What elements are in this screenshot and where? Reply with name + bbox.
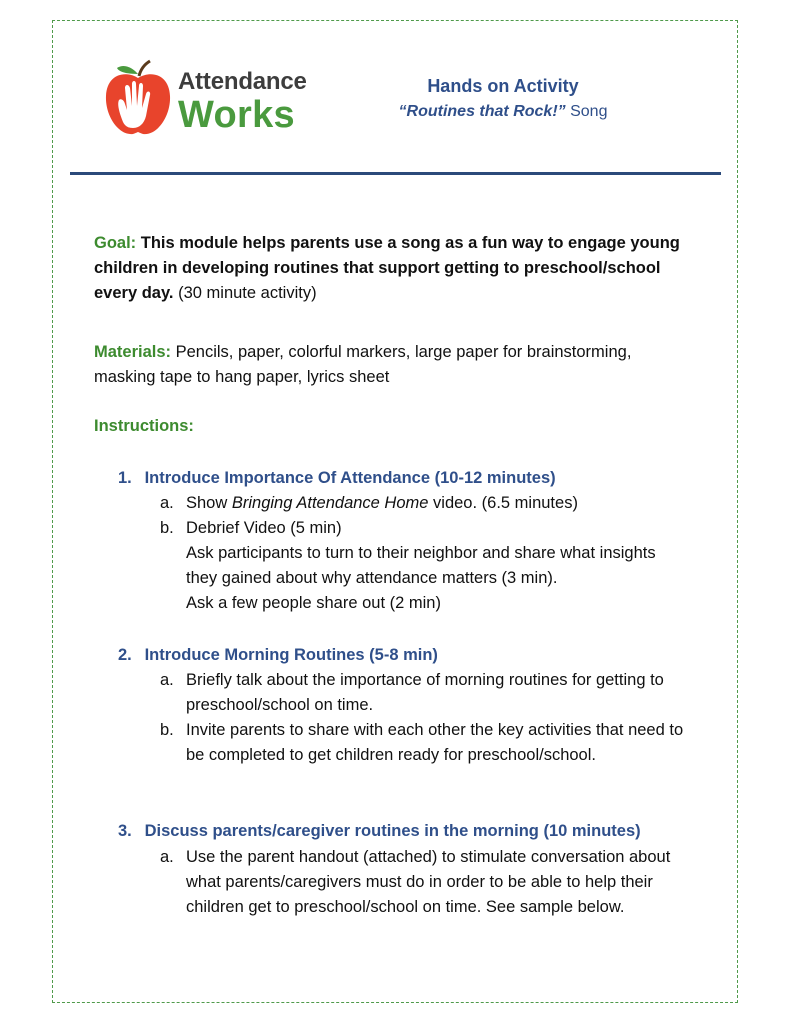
sub-text-post: video. (6.5 minutes)	[428, 494, 578, 512]
item-number: 2.	[118, 646, 132, 664]
sub-text: Invite parents to share with each other the key activities that need to be completed to get children ready for preschool/school.	[186, 721, 684, 764]
instruction-item-2-title	[118, 643, 718, 668]
sub-letter: a.	[160, 848, 174, 866]
sub-text-pre: Show	[186, 494, 232, 512]
goal-label: Goal:	[94, 234, 137, 252]
materials-label: Materials:	[94, 343, 172, 361]
video-title: Bringing Attendance Home	[231, 494, 429, 512]
sub-letter: a.	[160, 494, 174, 512]
instruction-2a	[160, 668, 690, 718]
apple-hand-icon	[103, 56, 173, 140]
subtitle-rest: Song	[565, 103, 608, 120]
page-subtitle	[378, 103, 628, 121]
attendance-works-logo	[103, 56, 313, 140]
instruction-3a	[160, 845, 690, 920]
instruction-1b	[160, 516, 690, 616]
sub-letter: a.	[160, 671, 174, 689]
goal-duration: (30 minute activity)	[173, 284, 317, 302]
logo-wordmark	[178, 70, 307, 134]
sub-text: Debrief Video (5 min)	[186, 519, 342, 537]
logo-line2: Works	[178, 94, 295, 136]
goal-paragraph	[94, 231, 694, 306]
item-number: 3.	[118, 822, 132, 840]
logo-line1: Attendance	[178, 68, 307, 95]
instruction-1a	[160, 491, 690, 516]
sub-letter: b.	[160, 721, 174, 739]
materials-text: Pencils, paper, colorful markers, large paper for brainstorming, masking tape to hang paper, lyrics sheet	[94, 343, 632, 386]
subtitle-song-name: “Routines that Rock!”	[398, 103, 566, 120]
sub-text: Briefly talk about the importance of morning routines for getting to preschool/school on time.	[186, 671, 664, 714]
sub-extra-text: Ask a few people share out (2 min)	[186, 594, 441, 612]
instruction-2b	[160, 718, 690, 768]
goal-text: This module helps parents use a song as a fun way to engage young children in developing routines that support getting to preschool/school every day.	[94, 234, 680, 302]
materials-paragraph	[94, 340, 694, 390]
item-number: 1.	[118, 469, 132, 487]
instruction-item-3-title	[118, 819, 718, 844]
item-title: Introduce Importance Of Attendance (10-12 minutes)	[144, 469, 556, 487]
sub-text	[186, 491, 690, 516]
instructions-heading: Instructions:	[94, 417, 194, 435]
item-title: Introduce Morning Routines (5-8 min)	[144, 646, 438, 664]
page-title: Hands on Activity	[427, 76, 579, 96]
sub-extra-text: Ask participants to turn to their neighbor and share what insights they gained about why attendance matters (3 min).	[186, 544, 656, 587]
header-divider	[70, 172, 721, 175]
instruction-item-1-title	[118, 466, 718, 491]
item-title: Discuss parents/caregiver routines in the morning (10 minutes)	[144, 822, 641, 840]
sub-text: Use the parent handout (attached) to stimulate conversation about what parents/caregivers must do in order to be able to help their children get to preschool/school on time. See sample below.	[186, 848, 671, 916]
sub-letter: b.	[160, 519, 174, 537]
